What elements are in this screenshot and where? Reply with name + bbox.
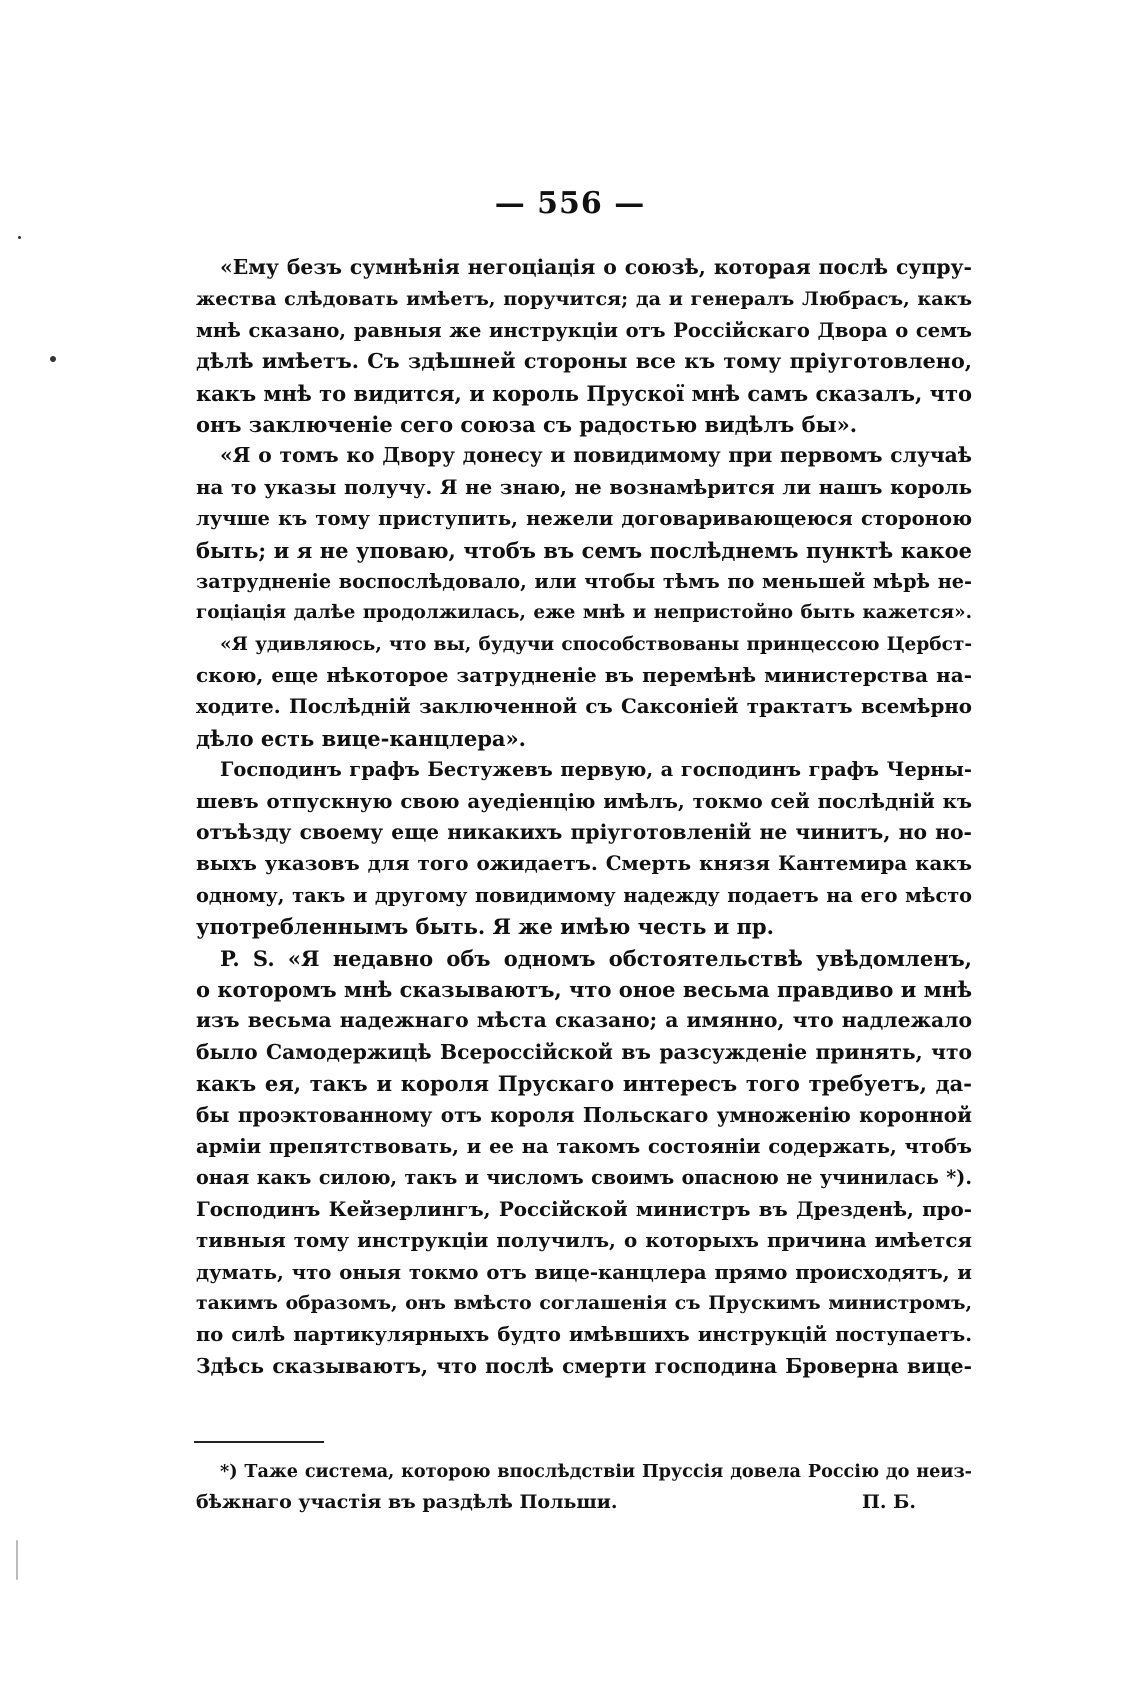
text-line: затрудненіе воспослѣдовало, или чтобы тѣмъ по меньшей мѣрѣ не- <box>196 569 972 593</box>
footnote-line: *) Таже система, которою впослѣдствіи Пруссія довела Россію до неиз- <box>220 1461 972 1482</box>
footnote-signature: П. Б. <box>861 1491 916 1513</box>
text-line: отъѣзду своему еще никакихъ пріуготовленій не чинитъ, но но- <box>196 820 972 845</box>
text-line: думать, что оныя токмо отъ вице-канцлера прямо происходятъ, и <box>196 1260 972 1284</box>
text-line: ходите. Послѣдній заключенной съ Саксоніей трактатъ всемѣрно <box>196 694 972 719</box>
footnote <box>196 1456 972 1518</box>
text-line: онъ заключеніе сего союза съ радостью видѣлъ бы». <box>196 411 858 437</box>
text-line: «Я о томъ ко Двору донесу и повидимому при первомъ случаѣ <box>220 443 972 468</box>
text-line: P. S. «Я недавно объ одномъ обстоятельствѣ увѣдомленъ, <box>220 945 972 971</box>
scan-speck <box>18 236 21 239</box>
text-line: Господинъ Кейзерлингъ, Россійской министръ въ Дрезденѣ, про- <box>196 1196 972 1221</box>
text-line: Господинъ графъ Бестужевъ первую, а господинъ графъ Черны- <box>220 758 972 782</box>
text-line: быть; и я не уповаю, чтобъ въ семъ послѣднемъ пунктѣ какое <box>196 537 972 563</box>
text-line: скою, еще нѣкоторое затрудненіе въ перемѣнѣ министерства на- <box>196 663 972 688</box>
text-line: выхъ указовъ для того ожидаетъ. Смерть князя Кантемира какъ <box>196 851 972 876</box>
text-line: было Самодержицѣ Всероссійской въ разсужденіе принять, что <box>196 1039 972 1064</box>
text-line: изъ весьма надежнаго мѣста сказано; а имянно, что надлежало <box>196 1008 972 1033</box>
text-line: «Я удивляюсь, что вы, будучи способствованы принцессою Цербст- <box>220 633 972 655</box>
text-line: дѣлѣ имѣетъ. Съ здѣшней стороны все къ тому пріуготовлено, <box>196 349 972 374</box>
footnote-line: бѣжнаго участія въ раздѣлѣ Польши. <box>196 1491 618 1513</box>
text-line: употребленнымъ быть. Я же имѣю честь и пр. <box>196 914 774 940</box>
scan-speck <box>50 356 56 362</box>
scan-speck <box>16 1540 18 1580</box>
text-line: жества слѣдовать имѣетъ, поручится; да и генералъ Любрасъ, какъ <box>196 287 972 311</box>
body-text <box>196 252 972 1382</box>
text-line: дѣло есть вице-канцлера». <box>196 725 526 751</box>
text-line: гоціація далѣе продолжилась, еже мнѣ и непристойно быть кажется». <box>196 602 972 624</box>
text-line: арміи препятствовать, и ее на такомъ состояніи содержать, чтобъ <box>196 1134 972 1158</box>
text-line: какъ ея, такъ и короля Прускаго интересъ того требуетъ, да- <box>196 1071 972 1097</box>
footnote-divider <box>194 1441 324 1443</box>
text-line: о которомъ мнѣ сказываютъ, что оное весьма правдиво и мнѣ <box>196 976 972 1002</box>
text-line: оная какъ силою, такъ и числомъ своимъ опасною не учинилась *). <box>196 1166 972 1190</box>
text-line: одному, такъ и другому повидимому надежду подаетъ на его мѣсто <box>196 883 972 907</box>
text-line: мнѣ сказано, равныя же инструкціи отъ Россійскаго Двора о семъ <box>196 318 972 342</box>
text-line: на то указы получу. Я не знаю, не вознамѣрится ли нашъ король <box>196 474 972 499</box>
text-line: такимъ образомъ, онъ вмѣсто соглашенія съ Прускимъ министромъ, <box>196 1291 972 1314</box>
text-line: лучше къ тому приступить, нежели договаривающеюся стороною <box>196 507 972 531</box>
text-line: бы проэктованному отъ короля Польскаго умноженію коронной <box>196 1102 972 1127</box>
text-line: Здѣсь сказываютъ, что послѣ смерти господина Броверна вице- <box>196 1353 972 1378</box>
text-line: «Ему безъ сумнѣнія негоціація о союзѣ, которая послѣ супру- <box>220 255 972 279</box>
page-number: — 556 — <box>494 186 646 221</box>
text-line: тивныя тому инструкціи получилъ, о которыхъ причина имѣется <box>196 1228 972 1253</box>
text-line: шевъ отпускную свою ауедіенцію имѣлъ, токмо сей послѣдній къ <box>196 788 972 813</box>
text-line: по силѣ партикулярныхъ будто имѣвшихъ инструкцій поступаетъ. <box>196 1323 972 1347</box>
footnote-last-row <box>196 1487 972 1518</box>
text-line: какъ мнѣ то видится, и король Прускої мнѣ самъ сказалъ, что <box>196 380 972 406</box>
